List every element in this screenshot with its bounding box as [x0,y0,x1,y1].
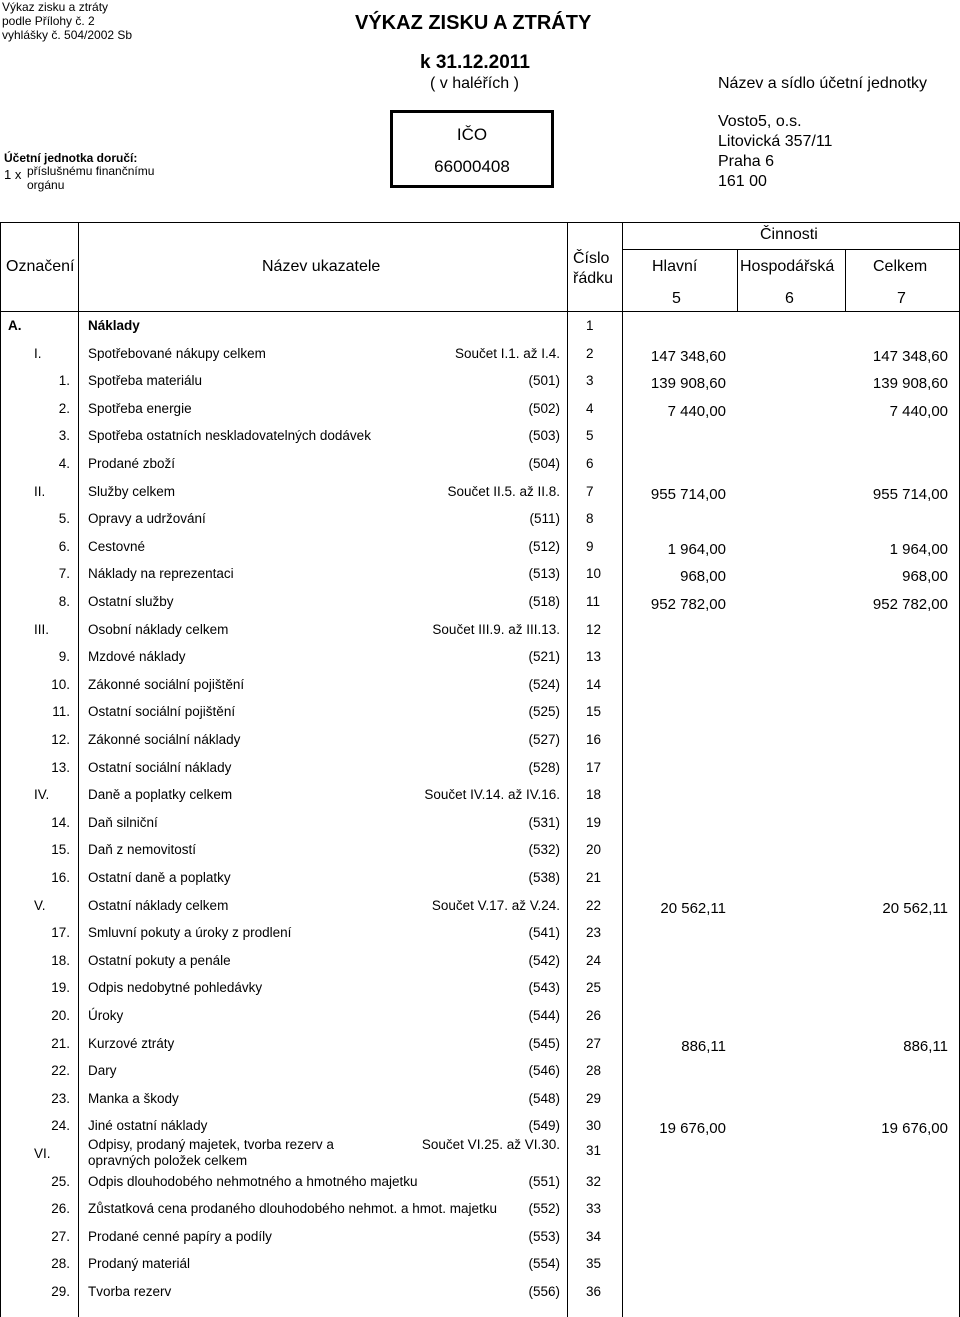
row-ref: (551) [528,1173,560,1189]
row-number: 32 [586,1173,602,1189]
row-name: Kurzové ztráty [88,1035,175,1051]
row-ref: (548) [528,1090,560,1106]
row-code: 3. [58,428,70,444]
table-row [0,340,960,368]
row-code: 22. [51,1063,70,1079]
row-name: Náklady na reprezentaci [88,566,234,582]
row-name: Daně a poplatky celkem [88,787,233,803]
row-number: 12 [586,621,602,637]
row-name: Daň silniční [88,814,158,830]
row-name: Ostatní služby [88,594,174,609]
row-number: 15 [586,704,602,720]
table-row [0,560,960,588]
row-ref: Součet I.1. až I.4. [454,345,560,361]
row-ref: (511) [529,511,560,527]
table-row [0,1278,960,1306]
header-code: Označení [6,258,75,275]
value-total: 19 676,00 [881,1120,948,1138]
row-code: 29. [51,1284,70,1299]
row-code: 20. [51,1008,70,1023]
row-name: Opravy a udržování [88,511,206,527]
row-code: 7. [58,566,70,582]
table-row [0,1112,960,1140]
row-ref: (532) [528,842,560,858]
row-code: 8. [58,594,70,609]
table-row [0,1168,960,1196]
row-code: 23. [51,1090,70,1106]
row-number: 6 [586,456,594,471]
row-name: Manka a škody [88,1090,179,1106]
row-name: Cestovné [88,538,146,554]
row-name: Tvorba rezerv [88,1284,172,1299]
table-row [0,1002,960,1030]
row-ref: (512) [528,538,560,554]
row-number: 14 [586,676,602,692]
table-row [0,422,960,450]
value-total: 968,00 [902,568,948,586]
row-ref: (549) [528,1118,560,1134]
table-row [0,947,960,975]
row-code: 12. [51,732,70,747]
row-code: 10. [51,676,70,692]
table-top-border [0,222,960,223]
table-row [0,588,960,616]
row-name: Odpis dlouhodobého nehmotného a hmotného majetku [88,1173,418,1189]
value-main: 7 440,00 [667,402,726,420]
row-code: 5. [58,511,70,527]
row-ref: (538) [528,870,560,885]
table-row [0,367,960,395]
row-code: 14. [51,814,70,830]
header-col6: 6 [785,290,794,307]
row-name: Prodané zboží [88,456,176,471]
row-name: Zákonné sociální náklady [88,732,241,747]
row-ref: (553) [528,1228,560,1244]
row-number: 16 [586,732,602,747]
deliver-to-line: orgánu [27,178,65,192]
table-row [0,478,960,506]
table-row [0,616,960,644]
row-name: Odpisy, prodaný majetek, tvorba rezerv a [88,1137,334,1152]
row-name: Služby celkem [88,483,176,499]
row-number: 4 [586,400,594,416]
row-code: 15. [51,842,70,858]
row-name: Dary [88,1063,117,1079]
row-ref: (546) [528,1063,560,1079]
table-row [0,754,960,782]
header-main: Hlavní [652,258,698,275]
row-name: Ostatní náklady celkem [88,897,229,913]
row-name: Daň z nemovitostí [88,842,197,858]
row-code: 1. [58,373,70,389]
header-total: Celkem [873,258,928,275]
table-row [0,726,960,754]
value-total: 1 964,00 [889,540,948,558]
row-number: 29 [586,1090,602,1106]
row-ref: (556) [528,1284,560,1299]
table-row [0,450,960,478]
row-ref: (504) [528,456,560,471]
row-name: Smluvní pokuty a úroky z prodlení [88,925,292,941]
deliver-to [27,164,154,192]
row-ref: (543) [528,980,560,996]
row-code: V. [34,897,46,913]
table-row [0,1030,960,1058]
row-ref: (528) [528,759,560,775]
deliver-count: 1 x [4,167,22,182]
row-code: A. [8,318,22,333]
row-number: 34 [586,1228,602,1244]
row-name: Zůstatková cena prodaného dlouhodobého nehmot. a hmot. majetku [88,1201,498,1217]
row-name: Jiné ostatní náklady [88,1118,208,1134]
form-note [2,0,132,42]
table-row [0,1195,960,1223]
table-row [0,1137,960,1168]
table-row [0,1085,960,1113]
row-code: 27. [51,1228,70,1244]
row-number: 36 [586,1284,602,1299]
row-name: Spotřebované nákupy celkem [88,345,266,361]
table-row [0,1223,960,1251]
row-number: 10 [586,566,602,582]
row-ref: (525) [528,704,560,720]
row-ref: (521) [528,649,560,665]
deliver-to-line: příslušnému finančnímu [27,164,155,178]
row-ref: Součet II.5. až II.8. [447,483,560,499]
value-total: 147 348,60 [872,347,948,365]
value-main: 139 908,60 [650,375,726,393]
entity-postcode: 161 00 [718,173,767,190]
row-ref: (513) [528,566,560,582]
header-col5: 5 [672,290,681,307]
entity-address [718,112,832,192]
row-number: 5 [586,428,594,444]
document-title: VÝKAZ ZISKU A ZTRÁTY [355,12,592,34]
table-row [0,836,960,864]
header-rownum-line: Číslo [573,250,610,267]
form-note-line: vyhlášky č. 504/2002 Sb [2,28,133,42]
table-row [0,505,960,533]
row-name: Odpis nedobytné pohledávky [88,980,263,996]
row-code: 11. [52,704,70,720]
entity-street: Litovická 357/11 [718,133,833,150]
row-ref: (531) [528,814,560,830]
value-total: 886,11 [903,1037,948,1055]
row-ref: Součet III.9. až III.13. [432,621,560,637]
row-number: 21 [586,870,602,885]
row-name: Ostatní sociální náklady [88,759,232,775]
row-number: 27 [586,1035,602,1051]
row-ref: (552) [528,1201,560,1217]
header-col7: 7 [897,290,906,307]
row-ref: (545) [528,1035,560,1051]
row-code: I. [34,345,42,361]
value-total: 20 562,11 [882,899,948,917]
header-rownum [573,249,613,289]
ico-value: 66000408 [434,157,510,176]
row-code: 6. [58,538,70,554]
table-row [0,395,960,423]
row-number: 1 [586,318,594,333]
row-number: 18 [586,787,602,803]
row-code: 2. [58,400,70,416]
row-name: Osobní náklady celkem [88,621,229,637]
value-main: 20 562,11 [660,899,726,917]
row-code: 28. [51,1256,70,1272]
row-number: 13 [586,649,602,665]
header-rownum-line: řádku [573,270,614,287]
row-ref: (544) [528,1008,560,1023]
row-number: 30 [586,1118,602,1134]
row-code: 17. [51,925,70,941]
table-row [0,974,960,1002]
row-code: 19. [51,980,70,996]
table-row [0,892,960,920]
row-code: II. [34,483,46,499]
row-number: 33 [586,1201,602,1217]
row-number: 24 [586,952,602,968]
table-row [0,864,960,892]
row-code: 25. [51,1173,70,1189]
row-code: 26. [51,1201,70,1217]
row-name: Prodané cenné papíry a podíly [88,1228,272,1244]
row-name: Spotřeba energie [88,400,192,416]
value-main: 968,00 [680,568,726,586]
value-total: 7 440,00 [889,402,948,420]
row-name: Ostatní sociální pojištění [88,704,236,720]
row-name: Náklady [88,318,140,333]
row-number: 19 [586,814,602,830]
form-note-line: podle Přílohy č. 2 [2,14,95,28]
row-ref: (502) [528,400,560,416]
row-number: 28 [586,1063,602,1079]
row-ref: (542) [528,952,560,968]
value-main: 147 348,60 [650,347,726,365]
report-date: k 31.12.2011 [420,52,530,73]
col-divider-economic [845,249,846,311]
row-number: 31 [586,1143,602,1158]
row-name: Spotřeba ostatních neskladovatelných dodávek [88,428,371,444]
row-ref: Součet V.17. až V.24. [431,897,560,913]
row-code: 4. [58,456,70,471]
value-main: 886,11 [681,1037,726,1055]
row-ref: (527) [528,732,560,747]
units-note: ( v haléřích ) [430,75,519,92]
value-total: 139 908,60 [872,375,948,393]
value-main: 955 714,00 [650,485,726,503]
ico-box [390,110,554,188]
row-code: IV. [34,787,50,803]
row-code: 18. [51,952,70,968]
table-row [0,643,960,671]
table-row [0,1250,960,1278]
value-main: 1 964,00 [667,540,726,558]
col-divider-main [737,249,738,311]
row-number: 17 [586,759,602,775]
entity-label: Název a sídlo účetní jednotky [718,75,928,92]
value-total: 952 782,00 [872,596,948,613]
header-name: Název ukazatele [262,258,381,275]
table-row [0,781,960,809]
row-number: 3 [586,373,594,389]
form-note-line: Výkaz zisku a ztráty [2,0,109,14]
row-name: Spotřeba materiálu [88,373,203,389]
row-ref: (518) [528,594,560,609]
table-row [0,919,960,947]
row-name-continued: opravných položek celkem [88,1153,248,1168]
row-number: 23 [586,925,602,941]
value-total: 955 714,00 [872,485,948,503]
row-number: 22 [586,897,602,913]
row-code: 9. [58,649,70,665]
value-main: 19 676,00 [659,1120,726,1138]
row-ref: (524) [528,676,560,692]
table-row [0,533,960,561]
row-code: 13. [51,759,70,775]
row-code: 21. [51,1035,70,1051]
header-economic: Hospodářská [740,258,835,275]
entity-city: Praha 6 [718,153,775,170]
row-name: Ostatní daně a poplatky [88,870,231,885]
row-number: 35 [586,1256,602,1272]
row-name: Prodaný materiál [88,1256,191,1272]
row-ref: Součet VI.25. až VI.30. [421,1137,560,1152]
row-code: 24. [51,1118,70,1134]
row-number: 26 [586,1008,602,1023]
row-number: 11 [586,594,601,609]
row-code: III. [34,621,50,637]
row-number: 7 [586,483,594,499]
row-name: Mzdové náklady [88,649,186,665]
row-name: Ostatní pokuty a penále [88,952,231,968]
row-number: 8 [586,511,594,527]
deliver-label: Účetní jednotka doručí: [4,151,138,165]
row-code: VI. [34,1146,51,1161]
ico-label: IČO [456,125,488,144]
row-code: 16. [51,870,70,885]
table-row [0,698,960,726]
row-name: Úroky [88,1008,124,1023]
row-number: 25 [586,980,602,996]
row-ref: (501) [528,373,560,389]
row-name: Zákonné sociální pojištění [88,676,245,692]
row-ref: Součet IV.14. až IV.16. [424,787,560,803]
entity-name: Vosto5, o.s. [718,113,802,130]
row-number: 2 [586,345,594,361]
row-ref: (541) [528,925,560,941]
row-ref: (554) [528,1256,560,1272]
table-row [0,671,960,699]
value-main: 952 782,00 [650,596,726,613]
activities-divider [622,249,960,250]
table-row [0,809,960,837]
row-number: 20 [586,842,602,858]
table-row [0,1057,960,1085]
row-number: 9 [586,538,594,554]
table-row [0,312,960,340]
row-ref: (503) [528,428,560,444]
header-activities: Činnosti [760,226,818,243]
